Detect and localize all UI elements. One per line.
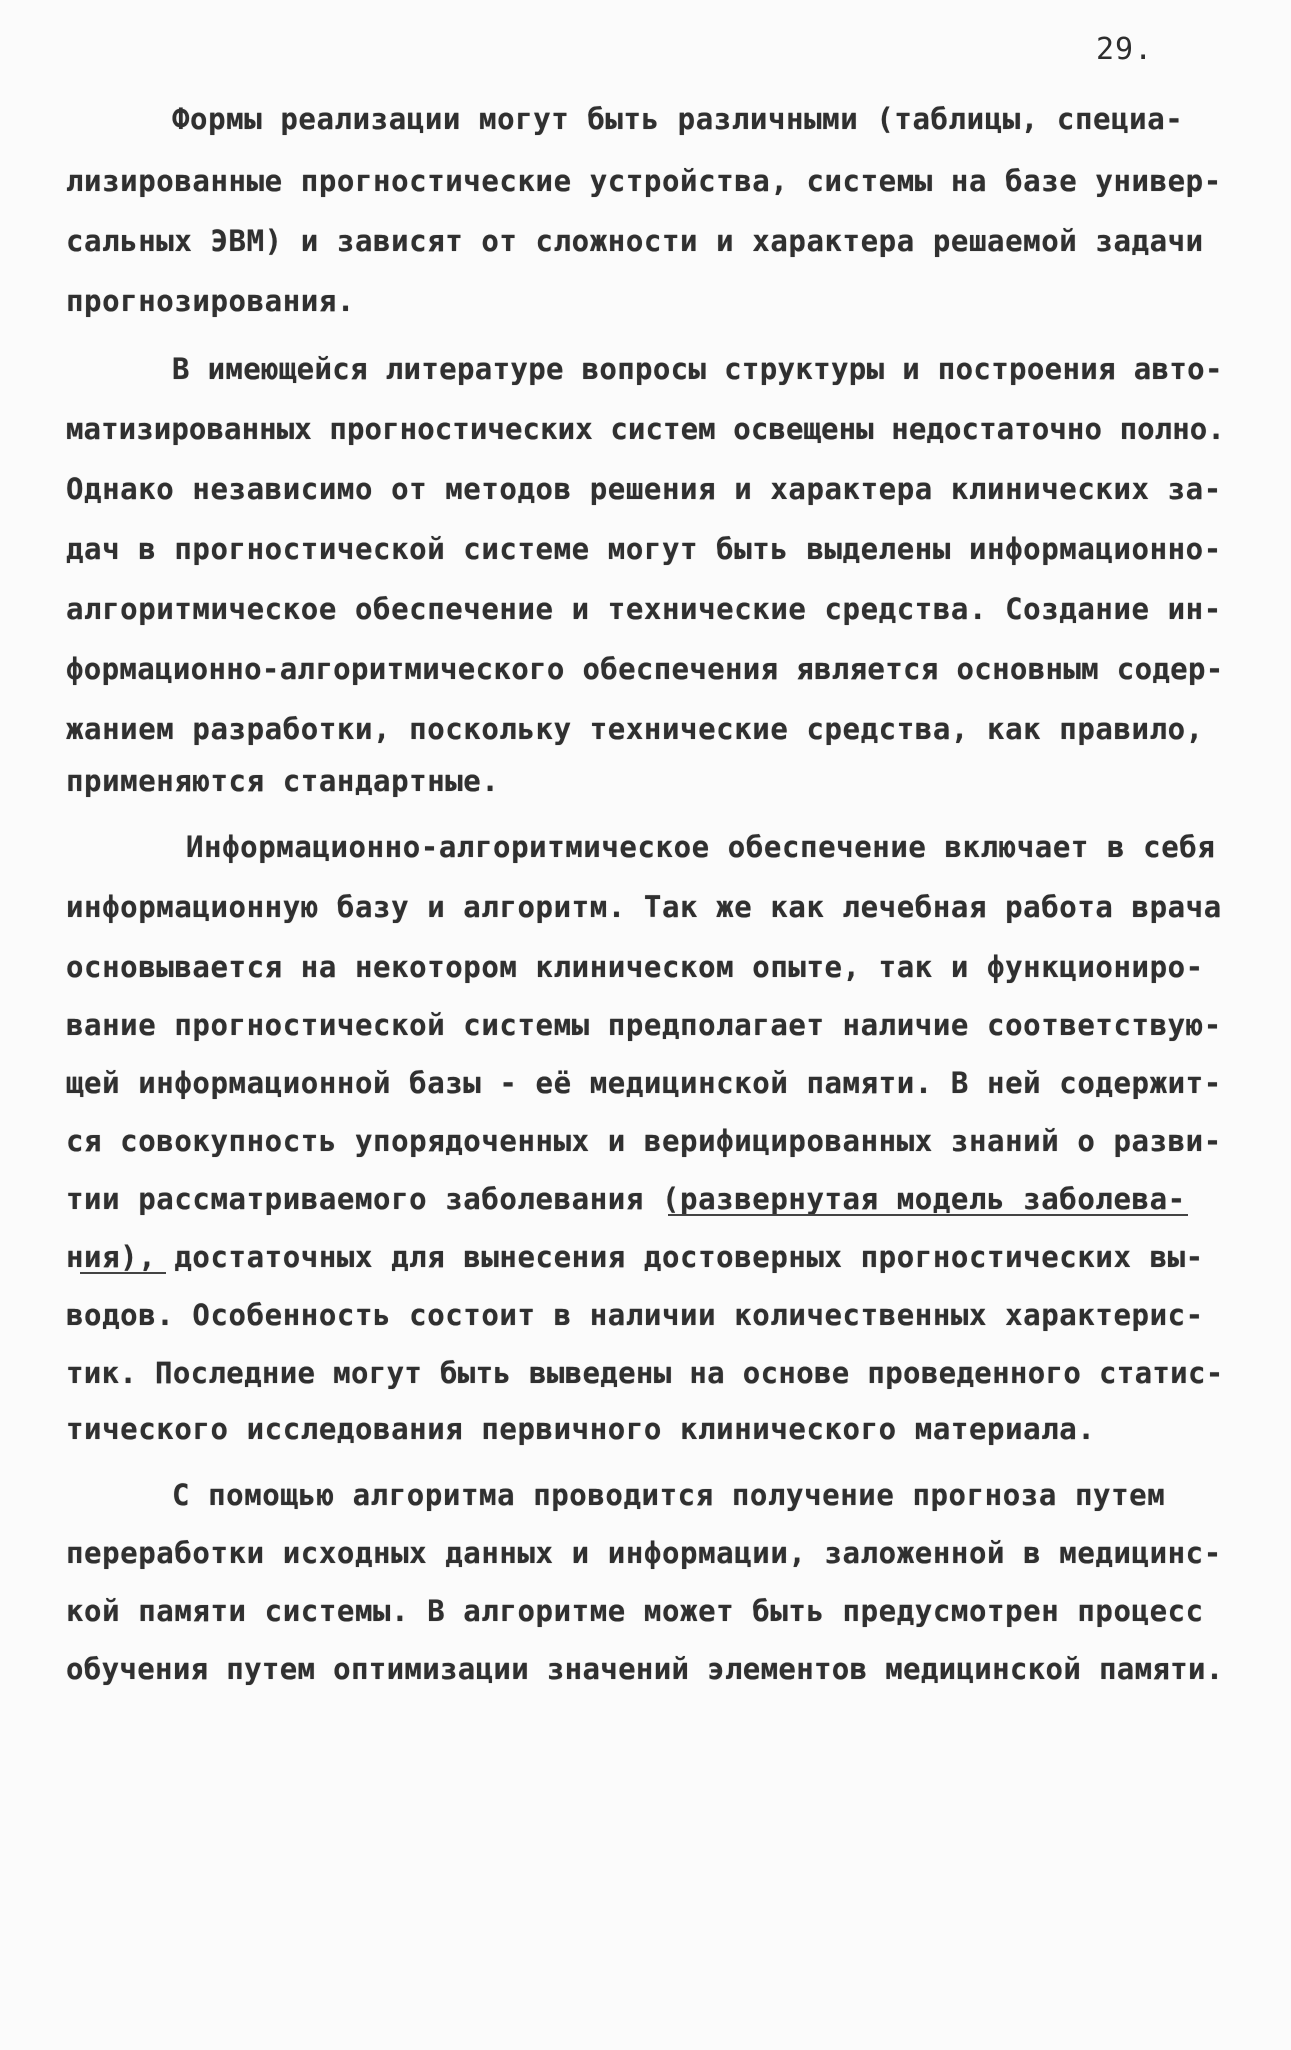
text-line: вание прогностической системы предполагает наличие соответствую- [66, 1008, 1222, 1042]
text-line: В имеющейся литературе вопросы структуры и построения авто- [172, 352, 1223, 386]
text-line: сальных ЭВМ) и зависят от сложности и характера решаемой задачи [66, 224, 1204, 258]
text-line: кой памяти системы. В алгоритме может быть предусмотрен процесс [66, 1594, 1204, 1628]
handwritten-underline [80, 1272, 166, 1274]
text-line: ния), достаточных для вынесения достоверных прогностических вы- [66, 1240, 1204, 1274]
text-line: прогнозирования. [66, 284, 355, 318]
text-line: основывается на некотором клиническом опыте, так и функциониро- [66, 950, 1204, 984]
text-line: С помощью алгоритма проводится получение прогноза путем [172, 1478, 1166, 1512]
text-line: тии рассматриваемого заболевания (развернутая модель заболева- [66, 1182, 1186, 1216]
text-line: дач в прогностической системе могут быть выделены информационно- [66, 532, 1222, 566]
text-line: лизированные прогностические устройства, системы на базе универ- [66, 164, 1222, 198]
text-line: переработки исходных данных и информации, заложенной в медицинс- [66, 1536, 1222, 1570]
text-line: тик. Последние могут быть выведены на основе проведенного статис- [66, 1356, 1224, 1390]
text-line: Однако независимо от методов решения и характера клинических за- [66, 472, 1222, 506]
text-line: тического исследования первичного клинического материала. [66, 1412, 1096, 1446]
text-line: обучения путем оптимизации значений элементов медицинской памяти. [66, 1652, 1224, 1686]
text-line: алгоритмическое обеспечение и технические средства. Создание ин- [66, 592, 1222, 626]
text-line: щей информационной базы - её медицинской памяти. В ней содержит- [66, 1066, 1222, 1100]
text-line: Информационно-алгоритмическое обеспечение включает в себя [186, 830, 1216, 864]
page-number: 29. [1096, 32, 1154, 67]
text-line: водов. Особенность состоит в наличии количественных характерис- [66, 1298, 1204, 1332]
text-line: жанием разработки, поскольку технические средства, как правило, [66, 712, 1204, 746]
text-line: Формы реализации могут быть различными (таблицы, специа- [172, 102, 1184, 136]
handwritten-underline [668, 1214, 1188, 1216]
text-line: применяются стандартные. [66, 764, 500, 798]
text-line: матизированных прогностических систем освещены недостаточно полно. [66, 412, 1225, 446]
text-line: информационную базу и алгоритм. Так же как лечебная работа врача [66, 890, 1222, 924]
text-line: формационно-алгоритмического обеспечения является основным содер- [66, 652, 1224, 686]
text-line: ся совокупность упорядоченных и верифицированных знаний о разви- [66, 1124, 1222, 1158]
